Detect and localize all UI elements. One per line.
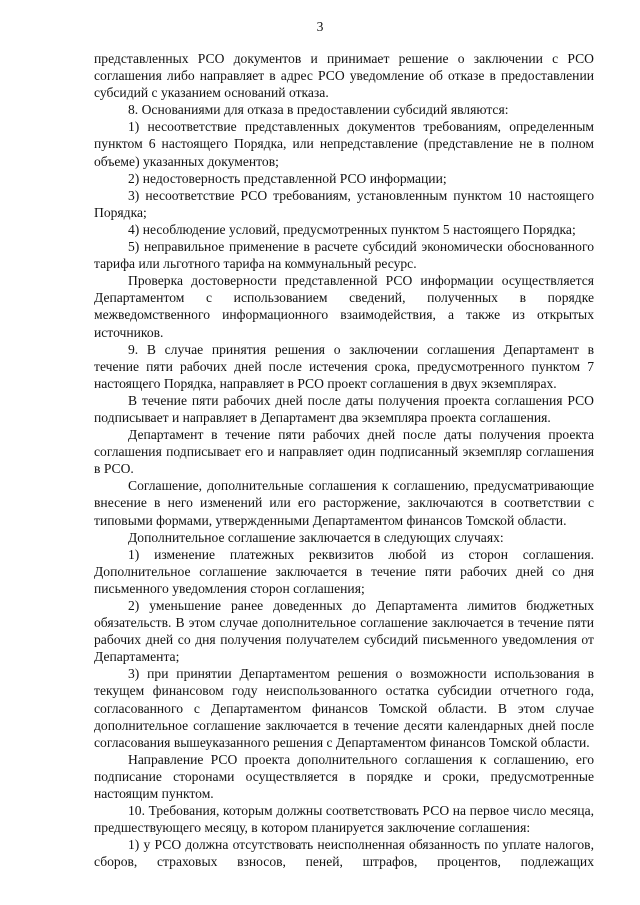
list-item: 2) уменьшение ранее доведенных до Департамента лимитов бюджетных обязательств. В этом случае дополнительное соглашение заключается в течение пяти рабочих дней со дня получения получателем субсидий письменного уведомления от Департамента; (94, 598, 594, 665)
paragraph: Направление РСО проекта дополнительного соглашения к соглашению, его подписание сторонами осуществляется в порядке и сроки, предусмотренные настоящим пунктом. (94, 751, 594, 802)
paragraph: 9. В случае принятия решения о заключении соглашения Департамент в течение пяти рабочих дней после истечения срока, предусмотренного пунктом 7 настоящего Порядка, направляет в РСО проект соглашения в двух экземплярах. (94, 341, 594, 391)
paragraph: 8. Основаниями для отказа в предоставлении субсидий являются: (128, 102, 509, 118)
paragraph: В течение пяти рабочих дней после даты получения проекта соглашения РСО подписывает и направляет в Департамент два экземпляра проекта соглашения. (94, 392, 594, 425)
list-item: 1) изменение платежных реквизитов любой из сторон соглашения. Дополнительное соглашение заключается в течение пяти рабочих дней со дня письменного уведомления сторон соглашения; (94, 546, 594, 596)
paragraph: Проверка достоверности представленной РСО информации осуществляется Департаментом с использованием сведений, полученных в порядке межведомственного информационного взаимодействия, а также из открытых источников. (94, 273, 594, 340)
list-item: 1) несоответствие представленных документов требованиям, определенным пунктом 6 настоящего Порядка, или непредставление (представление не в полном объеме) указанных документов; (94, 119, 594, 169)
list-item: 3) при принятии Департаментом решения о возможности использования в текущем финансовом году неиспользованного остатка субсидии отчетного года, согласованного с Департаментом финансов Томской области. В этом случае дополнительное соглашение заключается в течение десяти календарных дней после согласования вышеуказанного решения с Департаментом финансов Томской области. (94, 666, 594, 750)
list-item: 4) несоблюдение условий, предусмотренных пунктом 5 настоящего Порядка; (128, 221, 576, 237)
paragraph: Дополнительное соглашение заключается в следующих случаях: (128, 529, 504, 545)
paragraph: Соглашение, дополнительные соглашения к соглашению, предусматривающие внесение в него изменений или его расторжение, заключаются в соответствии с типовыми формами, утвержденными Департаментом финансов Томской области. (94, 478, 594, 528)
list-item: 1) у РСО должна отсутствовать неисполненная обязанность по уплате налогов, сборов, страховых взносов, пеней, штрафов, процентов, подлежащих (94, 837, 594, 870)
paragraph: представленных РСО документов и принимает решение о заключении с РСО соглашения либо направляет в адрес РСО уведомление об отказе в предоставлении субсидий с указанием оснований отказа. (94, 51, 594, 101)
list-item: 2) недостоверность представленной РСО информации; (128, 170, 447, 186)
paragraph: 10. Требования, которым должны соответствовать РСО на первое число месяца, предшествующего месяцу, в котором планируется заключение соглашения: (94, 803, 594, 836)
document-body (94, 50, 594, 871)
list-item: 3) несоответствие РСО требованиям, установленным пунктом 10 настоящего Порядка; (94, 187, 594, 220)
list-item: 5) неправильное применение в расчете субсидий экономически обоснованного тарифа или льготного тарифа на коммунальный ресурс. (94, 239, 594, 272)
page-number: 3 (316, 19, 324, 34)
paragraph: Департамент в течение пяти рабочих дней после даты получения проекта соглашения подписывает его и направляет один подписанный экземпляр соглашения в РСО. (94, 427, 594, 477)
